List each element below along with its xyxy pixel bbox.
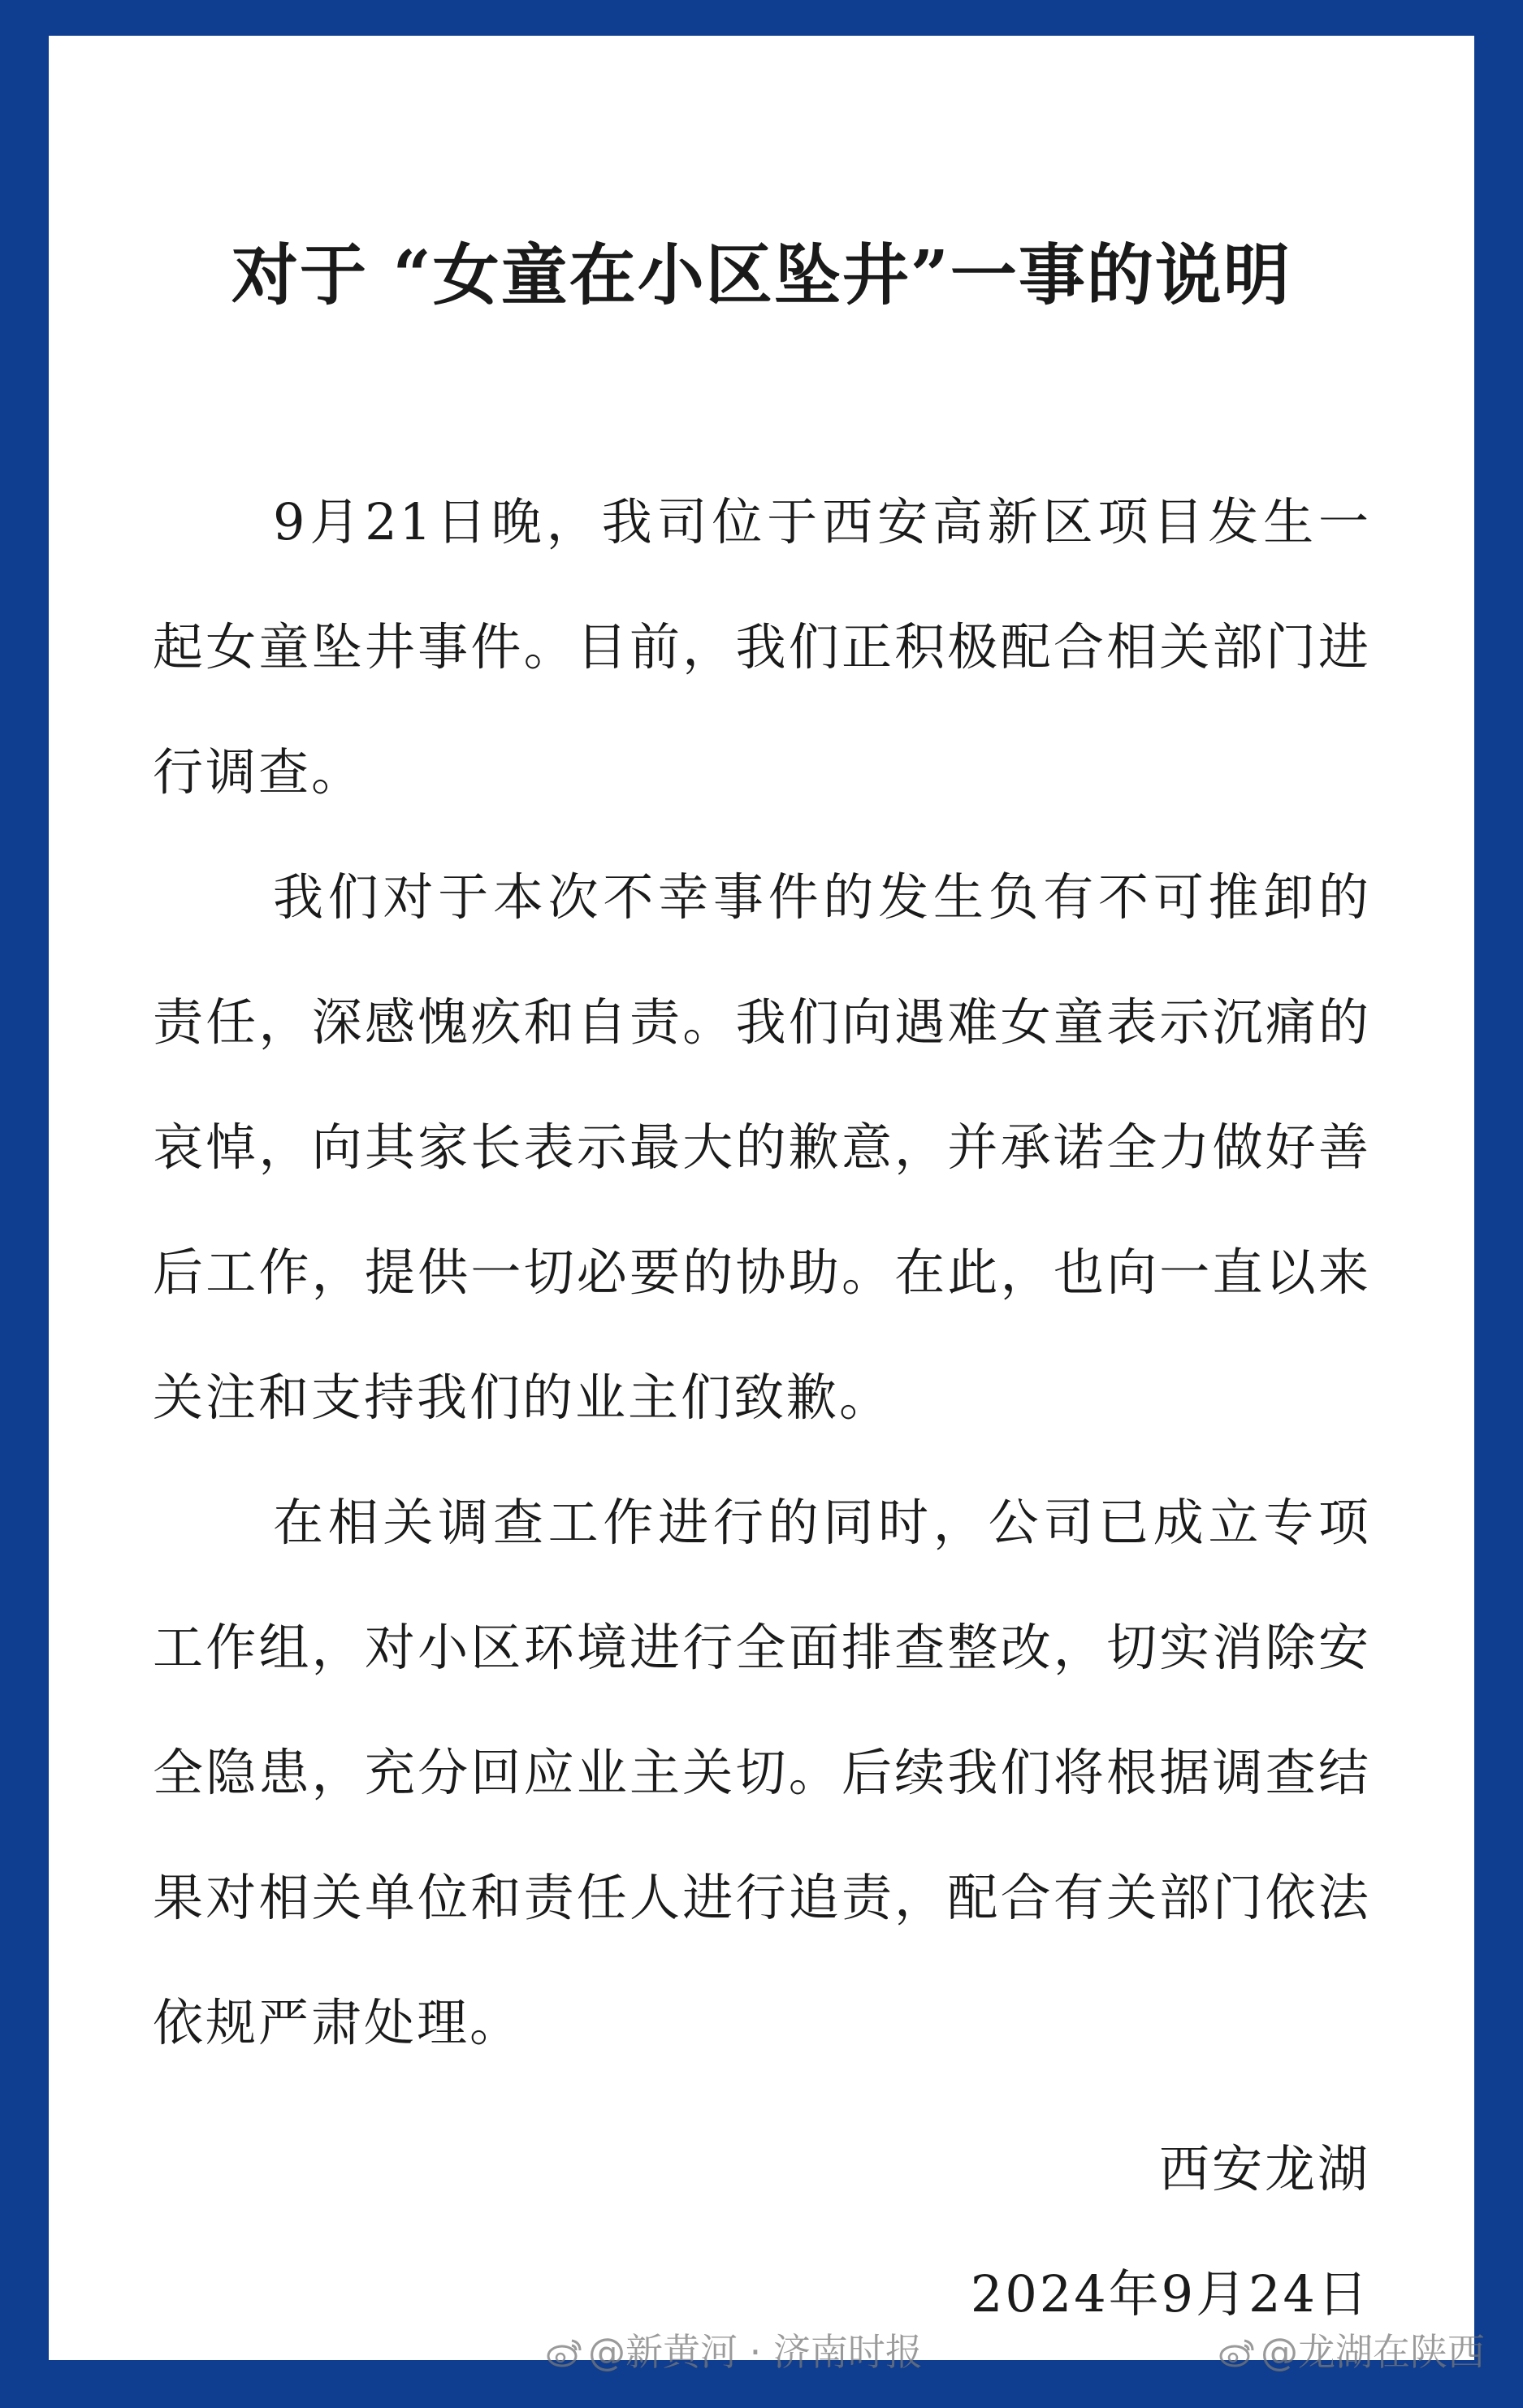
- signature-block: [971, 2107, 1370, 2357]
- watermark-left-text: @新黄河 · 济南时报: [588, 2330, 923, 2374]
- statement-body: [153, 460, 1371, 2086]
- paragraph-3: 在相关调查工作进行的同时，公司已成立专项工作组，对小区环境进行全面排查整改，切实消除安全隐患，充分回应业主关切。后续我们将根据调查结果对相关单位和责任人进行追责，配合有关部门依法依规严肃处理。: [153, 1493, 1371, 2052]
- watermark-right: [1218, 2328, 1485, 2376]
- watermark-left: [546, 2328, 923, 2376]
- watermark-right-text: @龙湖在陕西: [1261, 2330, 1485, 2374]
- weibo-icon: [546, 2336, 583, 2368]
- signature-date: 2024年9月24日: [970, 2264, 1370, 2324]
- signature-organization: 西安龙湖: [1158, 2139, 1370, 2198]
- paragraph-1: 9月21日晚，我司位于西安高新区项目发生一起女童坠井事件。目前，我们正积极配合相关部门进行调查。: [153, 492, 1371, 802]
- weibo-icon: [1218, 2336, 1256, 2368]
- statement-paper: [49, 36, 1474, 2360]
- paragraph-2: 我们对于本次不幸事件的发生负有不可推卸的责任，深感愧疚和自责。我们向遇难女童表示沉痛的哀悼，向其家长表示最大的歉意，并承诺全力做好善后工作，提供一切必要的协助。在此，也向一直以来关注和支持我们的业主们致歉。: [153, 867, 1371, 1427]
- statement-title: 对于 “女童在小区坠井”一事的说明: [231, 236, 1292, 314]
